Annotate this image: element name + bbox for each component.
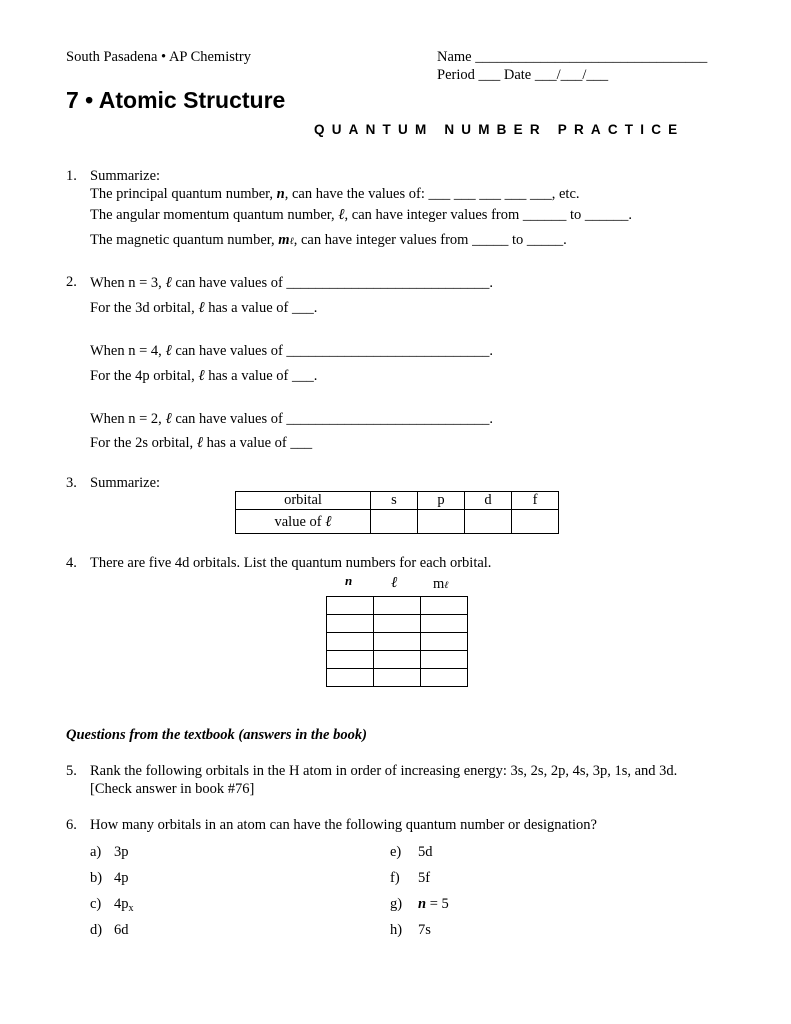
- answer-cell-f[interactable]: [512, 510, 559, 534]
- q6-h-value: 7s: [418, 922, 431, 938]
- q6-c-label: c): [90, 896, 102, 912]
- q1-line-principal: The principal quantum number, n, can have the values of: ___ ___ ___ ___ ___, etc.: [90, 186, 580, 202]
- q1-number: 1.: [66, 168, 77, 184]
- q6-e-value: 5d: [418, 844, 433, 860]
- q2-n2-values: When n = 2, ℓ can have values of ____________________________.: [90, 409, 494, 427]
- q2-number: 2.: [66, 274, 77, 290]
- q1-label: Summarize:: [90, 168, 161, 184]
- answer-cell-n[interactable]: [327, 597, 374, 615]
- orbital-f-header: f: [512, 492, 559, 510]
- header-school-course: South Pasadena • AP Chemistry: [66, 49, 251, 65]
- q5-number: 5.: [66, 763, 77, 779]
- q2-n4-values: When n = 4, ℓ can have values of ____________________________.: [90, 341, 494, 359]
- orbital-summary-table: [235, 491, 559, 534]
- q6-e-label: e): [390, 844, 402, 860]
- table-row: [327, 597, 468, 615]
- q2-3d-value: For the 3d orbital, ℓ has a value of ___.: [90, 298, 318, 316]
- answer-cell-ml[interactable]: [421, 615, 468, 633]
- q3-label: Summarize:: [90, 475, 161, 491]
- q5-line2: [Check answer in book #76]: [90, 781, 255, 797]
- q2-n3-values: When n = 3, ℓ can have values of ____________________________.: [90, 273, 494, 291]
- orbital-s-header: s: [371, 492, 418, 510]
- q4-number: 4.: [66, 555, 77, 571]
- answer-cell-n[interactable]: [327, 669, 374, 687]
- q4-text: There are five 4d orbitals. List the quantum numbers for each orbital.: [90, 555, 492, 571]
- orbital-d-header: d: [465, 492, 512, 510]
- answer-cell-n[interactable]: [327, 615, 374, 633]
- q6-d-value: 6d: [114, 922, 129, 938]
- name-field: Name ________________________________: [437, 49, 708, 65]
- q1-line-angular: The angular momentum quantum number, ℓ, can have integer values from ______ to ______.: [90, 205, 633, 223]
- q2-4p-value: For the 4p orbital, ℓ has a value of ___.: [90, 366, 318, 384]
- answer-cell-l[interactable]: [374, 597, 421, 615]
- q3-number: 3.: [66, 475, 77, 491]
- answer-cell-d[interactable]: [465, 510, 512, 534]
- q6-f-label: f): [390, 870, 400, 886]
- q6-h-label: h): [390, 922, 403, 938]
- page-title: 7 • Atomic Structure: [66, 87, 286, 113]
- table-row: [327, 651, 468, 669]
- q6-c-value: $4p_x$: [114, 896, 134, 914]
- answer-cell-l[interactable]: [374, 651, 421, 669]
- q4-col-m: mℓ: [433, 576, 449, 592]
- answer-cell-s[interactable]: [371, 510, 418, 534]
- answer-cell-l[interactable]: [374, 615, 421, 633]
- table-row-label-value: value of ℓ: [236, 510, 371, 534]
- q6-a-value: 3p: [114, 844, 129, 860]
- answer-cell-p[interactable]: [418, 510, 465, 534]
- q2-2s-value: For the 2s orbital, ℓ has a value of ___: [90, 433, 313, 451]
- table-row: [327, 669, 468, 687]
- page-subtitle: QUANTUM NUMBER PRACTICE: [314, 122, 685, 137]
- q6-text: How many orbitals in an atom can have the following quantum number or designation?: [90, 817, 597, 833]
- table-row: [327, 633, 468, 651]
- textbook-section-heading: Questions from the textbook (answers in the book): [66, 727, 367, 743]
- answer-cell-n[interactable]: [327, 633, 374, 651]
- q6-a-label: a): [90, 844, 102, 860]
- answer-cell-ml[interactable]: [421, 633, 468, 651]
- table-row: [327, 615, 468, 633]
- q5-line1: Rank the following orbitals in the H atom in order of increasing energy: 3s, 2s, 2p, 4s, 3p, 1s, and 3d.: [90, 763, 678, 779]
- table-row-label-orbital: orbital: [236, 492, 371, 510]
- q4-col-n: n: [345, 573, 353, 588]
- period-date-field: Period ___ Date ___/___/___: [437, 67, 609, 83]
- answer-cell-l[interactable]: [374, 669, 421, 687]
- answer-cell-ml[interactable]: [421, 597, 468, 615]
- answer-cell-ml[interactable]: [421, 669, 468, 687]
- q6-f-value: 5f: [418, 870, 431, 886]
- q6-b-label: b): [90, 870, 103, 886]
- q6-d-label: d): [90, 922, 103, 938]
- q6-number: 6.: [66, 817, 77, 833]
- orbital-p-header: p: [418, 492, 465, 510]
- q6-g-value: n = 5: [418, 896, 449, 912]
- q4-col-l: ℓ: [391, 573, 398, 591]
- answer-cell-l[interactable]: [374, 633, 421, 651]
- q1-line-magnetic: The magnetic quantum number, mℓ, can have integer values from _____ to _____.: [90, 232, 567, 248]
- answer-cell-ml[interactable]: [421, 651, 468, 669]
- q6-b-value: 4p: [114, 870, 129, 886]
- answer-cell-n[interactable]: [327, 651, 374, 669]
- q6-g-label: g): [390, 896, 403, 912]
- quantum-numbers-table: [326, 596, 468, 687]
